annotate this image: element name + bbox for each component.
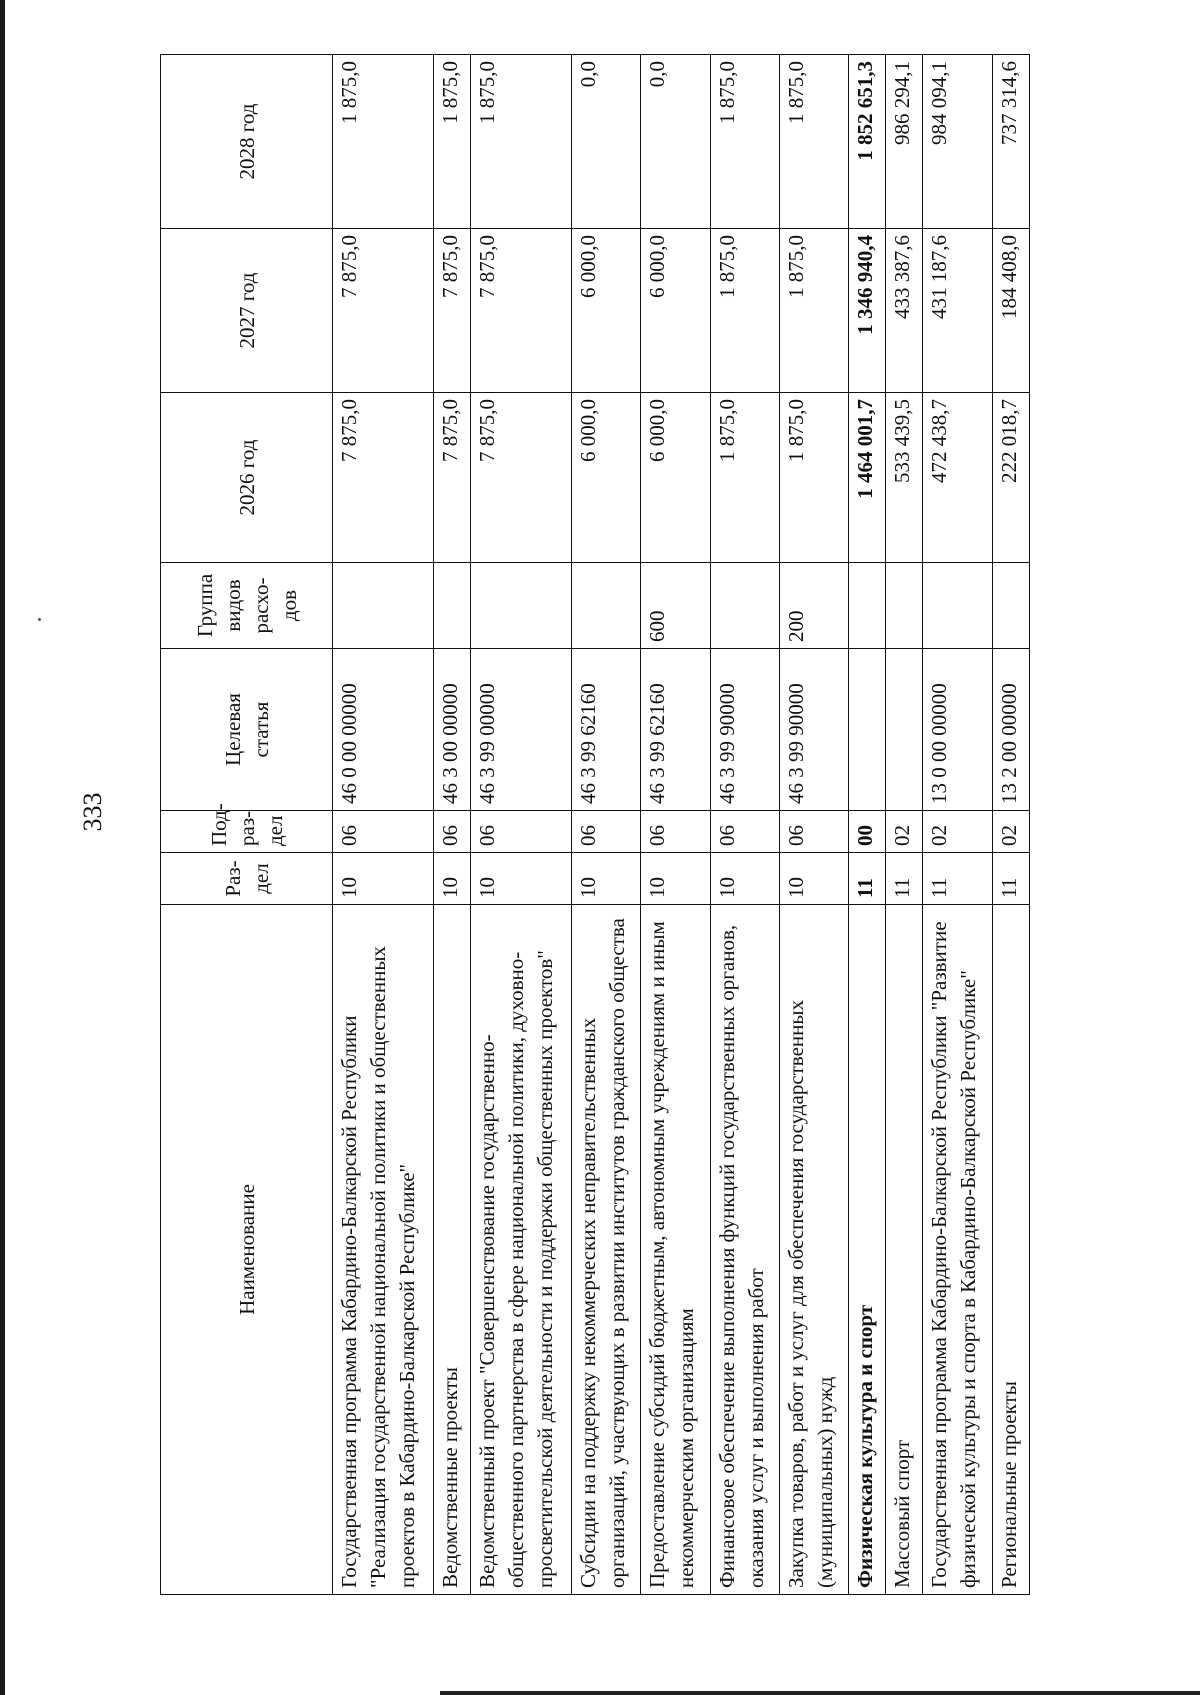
cell-target-article <box>886 649 923 811</box>
cell-year-2026: 1 875,0 <box>710 393 779 563</box>
table-row <box>710 55 779 1595</box>
cell-year-2027: 6 000,0 <box>641 229 710 393</box>
cell-podrazdel: 06 <box>572 811 641 853</box>
cell-year-2026: 1 875,0 <box>779 393 848 563</box>
cell-year-2027: 1 346 940,4 <box>848 229 885 393</box>
cell-expense-group <box>848 563 885 649</box>
table-row <box>433 55 470 1595</box>
table-row <box>923 55 992 1595</box>
cell-name: Государственная программа Кабардино-Балкарской Республики "Реализация государственной национальной политики и общественных проектов в Кабардино-Балкарской Республике" <box>333 905 434 1595</box>
table-row <box>641 55 710 1595</box>
cell-target-article: 13 2 00 00000 <box>992 649 1029 811</box>
cell-name: Субсидии на поддержку некоммерческих неправительственных организаций, участвующих в развитии институтов гражданского общества <box>572 905 641 1595</box>
budget-table-container <box>160 55 1030 1595</box>
scan-speck <box>38 618 41 621</box>
cell-year-2028: 1 852 651,3 <box>848 55 885 229</box>
cell-razdel: 10 <box>471 853 572 905</box>
header-podrazdel: Под- раз- дел <box>161 811 333 853</box>
cell-year-2026: 222 018,7 <box>992 393 1029 563</box>
table-row <box>886 55 923 1595</box>
table-header-row <box>161 55 333 1595</box>
cell-year-2026: 7 875,0 <box>433 393 470 563</box>
header-expense-group: Группа видов расхо- дов <box>161 563 333 649</box>
cell-name: Ведомственные проекты <box>433 905 470 1595</box>
cell-razdel: 10 <box>779 853 848 905</box>
cell-razdel: 11 <box>992 853 1029 905</box>
cell-year-2027: 1 875,0 <box>710 229 779 393</box>
scan-edge-left <box>0 0 5 1695</box>
cell-year-2027: 7 875,0 <box>333 229 434 393</box>
cell-year-2028: 1 875,0 <box>779 55 848 229</box>
cell-year-2028: 986 294,1 <box>886 55 923 229</box>
cell-target-article: 13 0 00 00000 <box>923 649 992 811</box>
header-target-article: Целевая статья <box>161 649 333 811</box>
cell-name: Государственная программа Кабардино-Балкарской Республики "Развитие физической культуры и спорта в Кабардино-Балкарской Республике" <box>923 905 992 1595</box>
cell-year-2027: 184 408,0 <box>992 229 1029 393</box>
header-year-2026: 2026 год <box>161 393 333 563</box>
cell-expense-group: 200 <box>779 563 848 649</box>
header-year-2027: 2027 год <box>161 229 333 393</box>
table-row <box>333 55 434 1595</box>
cell-podrazdel: 02 <box>923 811 992 853</box>
cell-expense-group <box>886 563 923 649</box>
cell-year-2026: 6 000,0 <box>641 393 710 563</box>
header-year-2028: 2028 год <box>161 55 333 229</box>
cell-year-2028: 1 875,0 <box>471 55 572 229</box>
cell-target-article <box>848 649 885 811</box>
cell-year-2026: 472 438,7 <box>923 393 992 563</box>
cell-name: Массовый спорт <box>886 905 923 1595</box>
cell-razdel: 10 <box>572 853 641 905</box>
table-row <box>572 55 641 1595</box>
cell-expense-group <box>433 563 470 649</box>
cell-podrazdel: 02 <box>886 811 923 853</box>
cell-expense-group <box>333 563 434 649</box>
cell-year-2026: 533 439,5 <box>886 393 923 563</box>
cell-target-article: 46 3 99 62160 <box>572 649 641 811</box>
budget-table <box>160 54 1030 1595</box>
cell-name: Физическая культура и спорт <box>848 905 885 1595</box>
cell-year-2028: 1 875,0 <box>710 55 779 229</box>
table-row <box>471 55 572 1595</box>
cell-podrazdel: 00 <box>848 811 885 853</box>
table-row <box>848 55 885 1595</box>
cell-expense-group <box>471 563 572 649</box>
header-name: Наименование <box>161 905 333 1595</box>
cell-podrazdel: 02 <box>992 811 1029 853</box>
cell-razdel: 10 <box>710 853 779 905</box>
cell-name: Финансовое обеспечение выполнения функций государственных органов, оказания услуг и выполнения работ <box>710 905 779 1595</box>
cell-razdel: 10 <box>641 853 710 905</box>
cell-target-article: 46 3 99 00000 <box>471 649 572 811</box>
cell-year-2027: 7 875,0 <box>471 229 572 393</box>
table-row <box>779 55 848 1595</box>
cell-podrazdel: 06 <box>641 811 710 853</box>
cell-year-2027: 7 875,0 <box>433 229 470 393</box>
cell-expense-group <box>923 563 992 649</box>
cell-year-2028: 984 094,1 <box>923 55 992 229</box>
cell-year-2028: 1 875,0 <box>333 55 434 229</box>
cell-name: Закупка товаров, работ и услуг для обеспечения государственных (муниципальных) нужд <box>779 905 848 1595</box>
cell-expense-group <box>710 563 779 649</box>
cell-name: Региональные проекты <box>992 905 1029 1595</box>
cell-year-2026: 7 875,0 <box>471 393 572 563</box>
cell-name: Предоставление субсидий бюджетным, автономным учреждениям и иным некоммерческим организациям <box>641 905 710 1595</box>
cell-target-article: 46 3 99 90000 <box>710 649 779 811</box>
cell-expense-group <box>992 563 1029 649</box>
cell-podrazdel: 06 <box>471 811 572 853</box>
cell-razdel: 10 <box>333 853 434 905</box>
cell-year-2026: 7 875,0 <box>333 393 434 563</box>
cell-razdel: 10 <box>433 853 470 905</box>
cell-razdel: 11 <box>886 853 923 905</box>
cell-year-2026: 1 464 001,7 <box>848 393 885 563</box>
cell-podrazdel: 06 <box>710 811 779 853</box>
cell-year-2027: 6 000,0 <box>572 229 641 393</box>
cell-target-article: 46 3 99 90000 <box>779 649 848 811</box>
cell-year-2027: 431 187,6 <box>923 229 992 393</box>
cell-expense-group <box>572 563 641 649</box>
cell-year-2026: 6 000,0 <box>572 393 641 563</box>
cell-year-2027: 1 875,0 <box>779 229 848 393</box>
header-razdel: Раз- дел <box>161 853 333 905</box>
cell-razdel: 11 <box>848 853 885 905</box>
cell-podrazdel: 06 <box>433 811 470 853</box>
cell-target-article: 46 3 99 62160 <box>641 649 710 811</box>
cell-target-article: 46 3 00 00000 <box>433 649 470 811</box>
cell-podrazdel: 06 <box>779 811 848 853</box>
cell-razdel: 11 <box>923 853 992 905</box>
page-number: 333 <box>78 792 107 832</box>
cell-target-article: 46 0 00 00000 <box>333 649 434 811</box>
cell-year-2028: 737 314,6 <box>992 55 1029 229</box>
cell-year-2028: 1 875,0 <box>433 55 470 229</box>
cell-year-2027: 433 387,6 <box>886 229 923 393</box>
table-row <box>992 55 1029 1595</box>
scan-edge-bottom <box>440 1691 1200 1695</box>
cell-expense-group: 600 <box>641 563 710 649</box>
cell-year-2028: 0,0 <box>572 55 641 229</box>
cell-year-2028: 0,0 <box>641 55 710 229</box>
cell-podrazdel: 06 <box>333 811 434 853</box>
cell-name: Ведомственный проект "Совершенствование государственно-общественного партнерства в сфере национальной политики, духовно-просветительской деятельности и поддержки общественных проектов" <box>471 905 572 1595</box>
table-body <box>333 55 1030 1595</box>
